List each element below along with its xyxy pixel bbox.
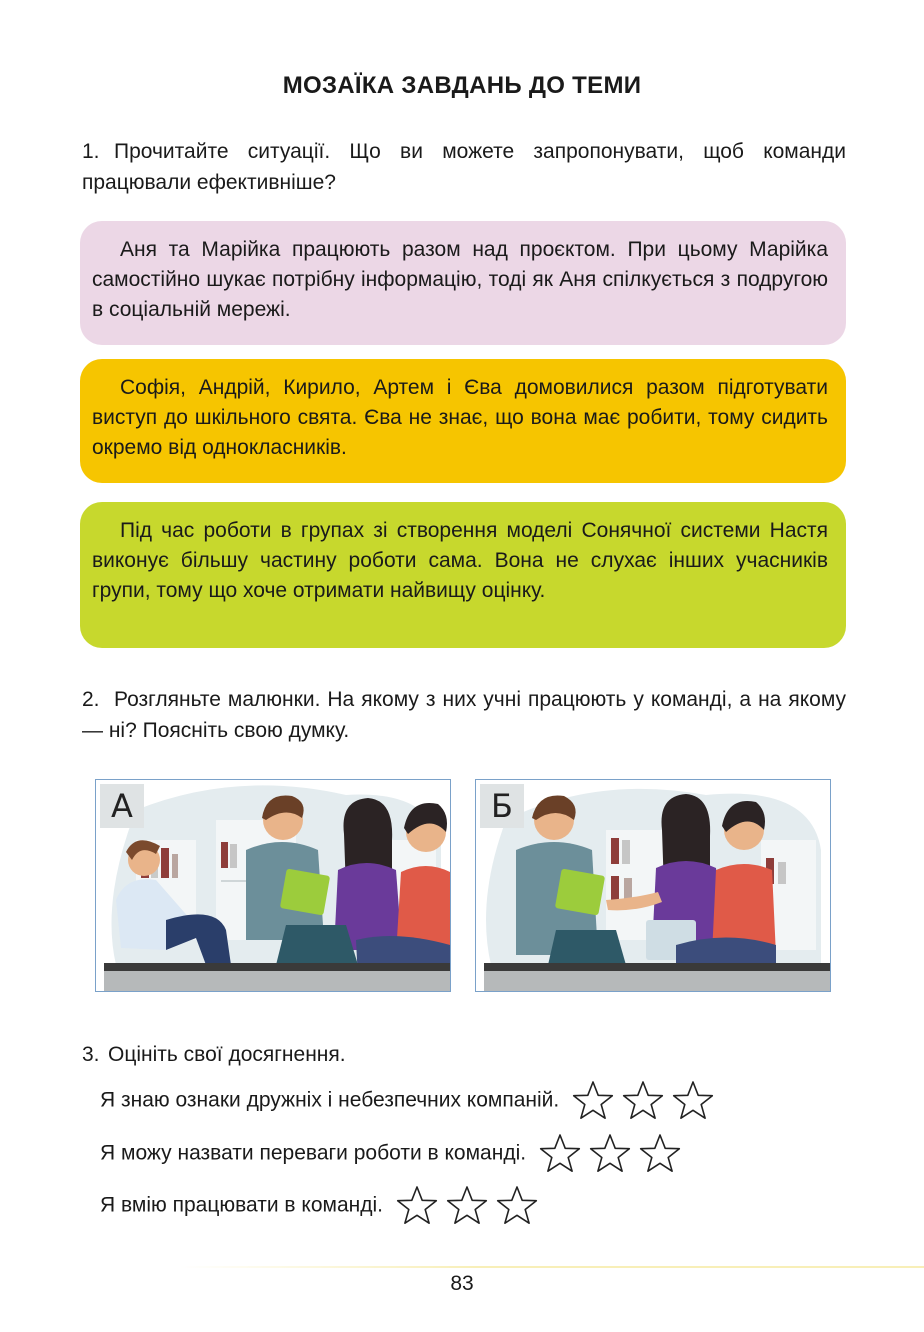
page-title: МОЗАЇКА ЗАВДАНЬ ДО ТЕМИ [282,72,642,99]
illustration-a-label: А [100,784,144,828]
star-rating-3 [395,1184,545,1228]
task-3-number: 3. [82,1043,100,1066]
task-1 [82,136,846,198]
star-icon[interactable] [588,1132,632,1176]
star-icon[interactable] [671,1079,715,1123]
situation-card-2 [80,359,846,483]
star-rating-1 [571,1079,721,1123]
rating-row-1 [100,1079,721,1123]
rating-text-1: Я знаю ознаки дружніх і небезпечних компаній. [100,1088,560,1112]
task-2 [82,684,846,746]
star-rating-2 [538,1132,688,1176]
situation-card-3 [80,502,846,648]
illustration-b-drawing [476,780,830,991]
task-1-text: Прочитайте ситуації. Що ви можете запропонувати, щоб команди працювали ефективніше? [82,140,846,194]
page-number: 83 [450,1272,474,1295]
rating-row-3 [100,1184,545,1228]
star-icon[interactable] [621,1079,665,1123]
task-3-text: Оцініть свої досягнення. [108,1043,346,1066]
situation-text-3: Під час роботи в групах зі створення моделі Сонячної системи Настя виконує більшу частину роботи сама. Вона не слухає інших учасників групи, тому що хоче отримати найвищу оцінку. [92,519,828,602]
task-1-number: 1. [82,140,100,163]
situation-card-1 [80,221,846,345]
star-icon[interactable] [495,1184,539,1228]
rating-text-3: Я вмію працювати в команді. [100,1193,383,1217]
task-2-number: 2. [82,688,100,711]
star-icon[interactable] [538,1132,582,1176]
rating-text-2: Я можу назвати переваги роботи в команді. [100,1141,527,1165]
star-icon[interactable] [395,1184,439,1228]
illustration-b [475,779,831,992]
star-icon[interactable] [571,1079,615,1123]
star-icon[interactable] [638,1132,682,1176]
task-3 [82,1039,846,1070]
footer-divider [180,1266,924,1268]
task-2-text: Розгляньте малюнки. На якому з них учні працюють у команді, а на якому — ні? Поясніть свою думку. [82,688,846,742]
star-icon[interactable] [445,1184,489,1228]
situation-text-1: Аня та Марійка працюють разом над проєктом. При цьому Марійка самостійно шукає потрібну інформацію, тоді як Аня спілкується з подругою в соціальній мережі. [92,238,828,321]
illustration-b-label: Б [480,784,524,828]
situation-text-2: Софія, Андрій, Кирило, Артем і Єва домовилися разом підготувати виступ до шкільного свята. Єва не знає, що вона має робити, тому сидить окремо від однокласників. [92,376,828,459]
rating-row-2 [100,1132,688,1176]
illustration-a-drawing [96,780,450,991]
illustration-a [95,779,451,992]
